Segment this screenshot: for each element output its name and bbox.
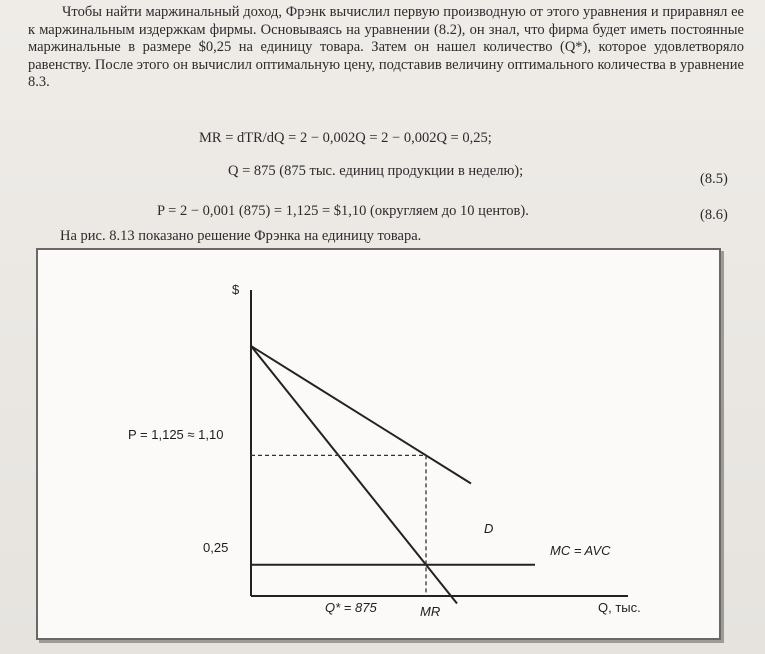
mc-avc-label: MC = AVC — [550, 543, 611, 558]
mc-value-label: 0,25 — [203, 540, 229, 555]
equation-number-8-6: (8.6) — [700, 207, 728, 223]
price-label: P = 1,125 ≈ 1,10 — [128, 427, 224, 442]
equation-q: Q = 875 (875 тыс. единиц продукции в неделю); — [228, 163, 524, 179]
x-axis-label: Q, тыс. — [598, 600, 641, 615]
d-label: D — [484, 521, 494, 536]
economics-chart — [38, 250, 719, 638]
demand-line — [251, 346, 471, 484]
figure-caption: На рис. 8.13 показано решение Фрэнка на единицу товара. — [60, 228, 422, 244]
equation-number-8-5: (8.5) — [700, 171, 728, 187]
paragraph-text: Чтобы найти маржинальный доход, Фрэнк вычислил первую производную от этого уравнения и приравнял ее к маржинальным издержкам фирмы. Основываясь на уравнении (8.2), он знал, что фирма будет иметь постоянные маржинальные в размере $0,25 на единицу товара. Затем он нашел количество (Q*), которое удовлетворяло равенству. После этого он вычислил оптимальную цену, подставив величину оптимального количества в уравнение 8.3. — [28, 4, 744, 91]
mr-label: MR — [420, 604, 441, 619]
y-axis-label: $ — [232, 282, 240, 297]
body-paragraph — [28, 4, 744, 92]
q-star-label: Q* = 875 — [325, 600, 377, 615]
equation-p: P = 2 − 0,001 (875) = 1,125 = $1,10 (округляем до 10 центов). — [157, 203, 529, 219]
figure-8-13 — [36, 248, 721, 640]
equation-mr: MR = dTR/dQ = 2 − 0,002Q = 2 − 0,002Q = 0,25; — [199, 130, 492, 146]
